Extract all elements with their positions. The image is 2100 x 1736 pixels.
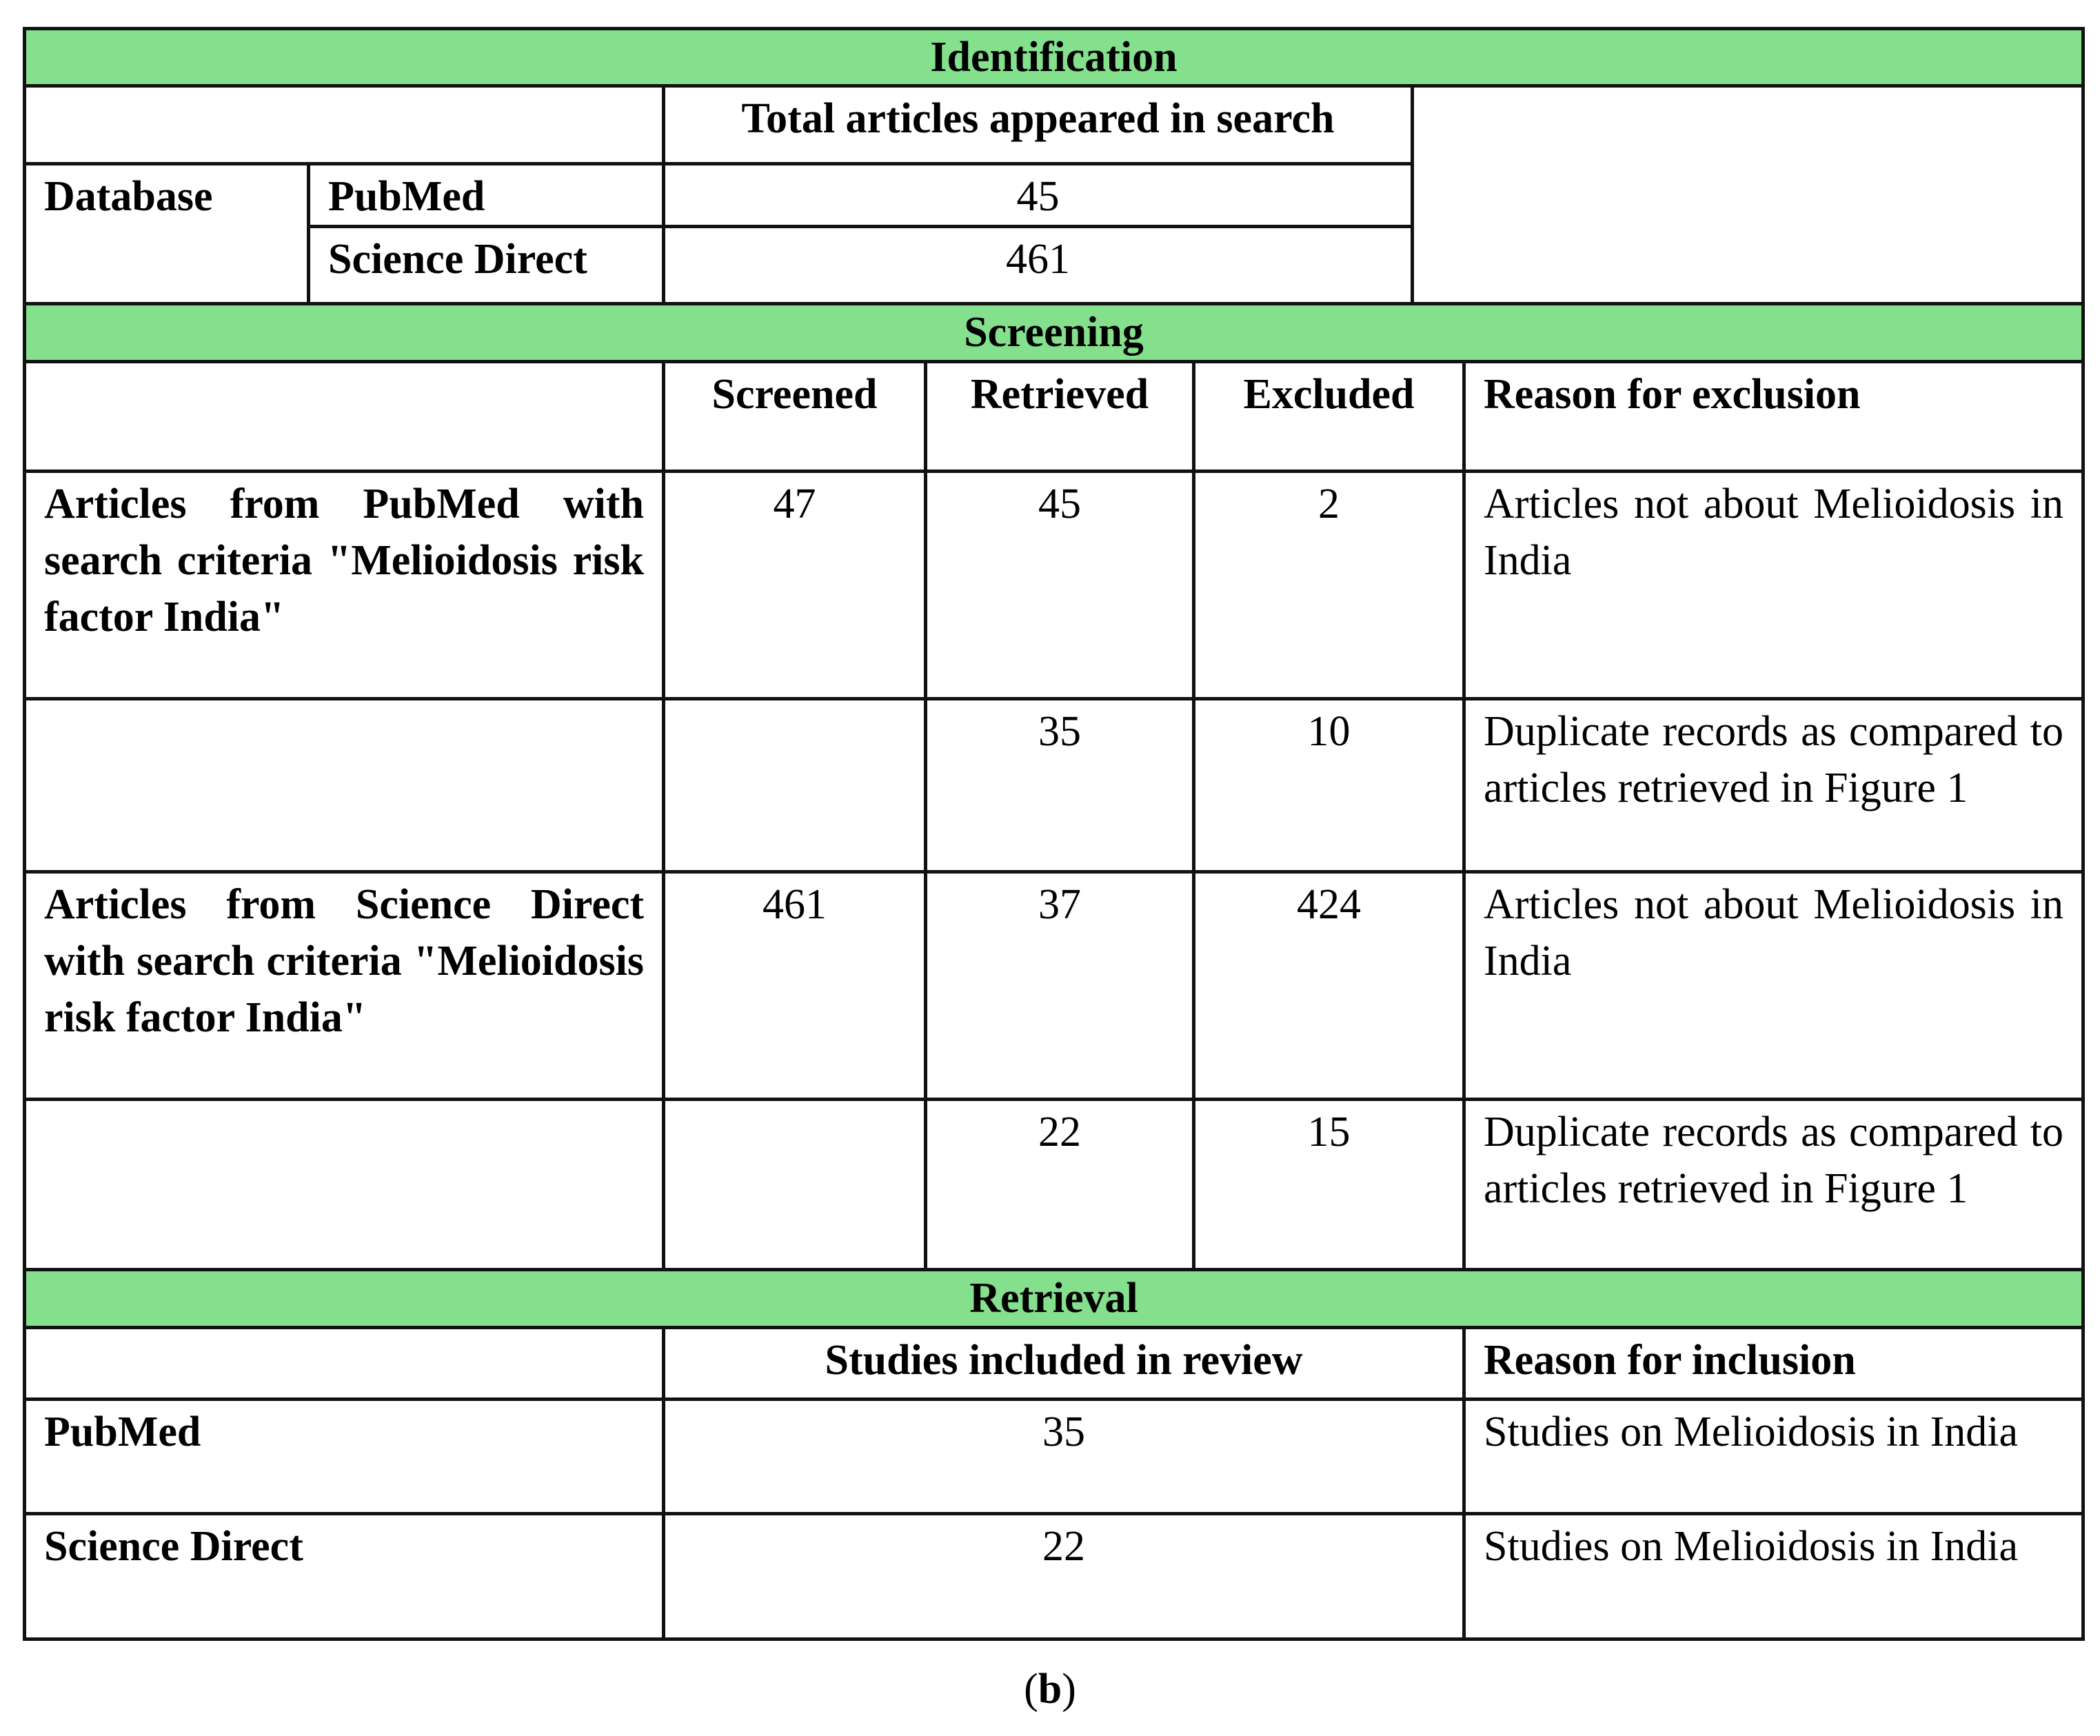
exclusion-reason: Duplicate records as compared to articles retrieved in Figure 1 xyxy=(1464,1100,2083,1270)
empty-cell xyxy=(25,86,664,164)
row-label: Articles from Science Direct with search criteria "Melioidosis risk factor India" xyxy=(25,872,664,1100)
table-row xyxy=(25,1514,2083,1639)
prisma-table xyxy=(23,27,2081,1641)
total-count: 461 xyxy=(664,227,1413,304)
exclusion-reason: Articles not about Melioidosis in India xyxy=(1464,872,2083,1100)
excluded-count: 424 xyxy=(1194,872,1464,1100)
column-header: Screened xyxy=(664,362,926,472)
table-row xyxy=(25,1100,2083,1270)
table-row xyxy=(25,699,2083,872)
column-header: Excluded xyxy=(1194,362,1464,472)
inclusion-reason: Studies on Melioidosis in India xyxy=(1464,1400,2083,1514)
screened-count: 461 xyxy=(664,872,926,1100)
caption-paren: ( xyxy=(1024,1666,1038,1713)
caption-label: b xyxy=(1038,1666,1062,1713)
database-label: Database xyxy=(25,164,309,304)
retrieved-count: 45 xyxy=(926,472,1194,699)
excluded-count: 10 xyxy=(1194,699,1464,872)
database-name: PubMed xyxy=(25,1400,664,1514)
figure-caption xyxy=(0,1665,2100,1714)
empty-cell xyxy=(25,1328,664,1400)
row-label xyxy=(25,699,664,872)
retrieval-header xyxy=(25,1270,2083,1328)
row-label xyxy=(25,1100,664,1270)
database-name: Science Direct xyxy=(309,227,664,304)
total-count: 45 xyxy=(664,164,1413,227)
column-header: Retrieved xyxy=(926,362,1194,472)
exclusion-reason: Articles not about Melioidosis in India xyxy=(1464,472,2083,699)
retrieved-count: 35 xyxy=(926,699,1194,872)
row-label: Articles from PubMed with search criteria "Melioidosis risk factor India" xyxy=(25,472,664,699)
table-row xyxy=(25,1400,2083,1514)
empty-cell xyxy=(25,362,664,472)
section-title: Retrieval xyxy=(969,1275,1138,1322)
retrieved-count: 37 xyxy=(926,872,1194,1100)
database-name: PubMed xyxy=(309,164,664,227)
screened-count: 47 xyxy=(664,472,926,699)
screening-header xyxy=(25,304,2083,362)
total-articles-header: Total articles appeared in search xyxy=(664,86,1413,164)
section-title: Identification xyxy=(930,34,1178,81)
table-row xyxy=(25,472,2083,699)
column-header: Reason for inclusion xyxy=(1464,1328,2083,1400)
column-header: Reason for exclusion xyxy=(1464,362,2083,472)
retrieved-count: 22 xyxy=(926,1100,1194,1270)
inclusion-reason: Studies on Melioidosis in India xyxy=(1464,1514,2083,1639)
column-header: Studies included in review xyxy=(664,1328,1464,1400)
caption-paren: ) xyxy=(1062,1666,1076,1713)
included-count: 35 xyxy=(664,1400,1464,1514)
table-row xyxy=(25,872,2083,1100)
identification-header xyxy=(25,29,2083,86)
section-title: Screening xyxy=(964,309,1144,356)
screened-count xyxy=(664,1100,926,1270)
excluded-count: 2 xyxy=(1194,472,1464,699)
empty-cell xyxy=(1413,86,2083,304)
database-name: Science Direct xyxy=(25,1514,664,1639)
exclusion-reason: Duplicate records as compared to articles retrieved in Figure 1 xyxy=(1464,699,2083,872)
included-count: 22 xyxy=(664,1514,1464,1639)
excluded-count: 15 xyxy=(1194,1100,1464,1270)
screened-count xyxy=(664,699,926,872)
